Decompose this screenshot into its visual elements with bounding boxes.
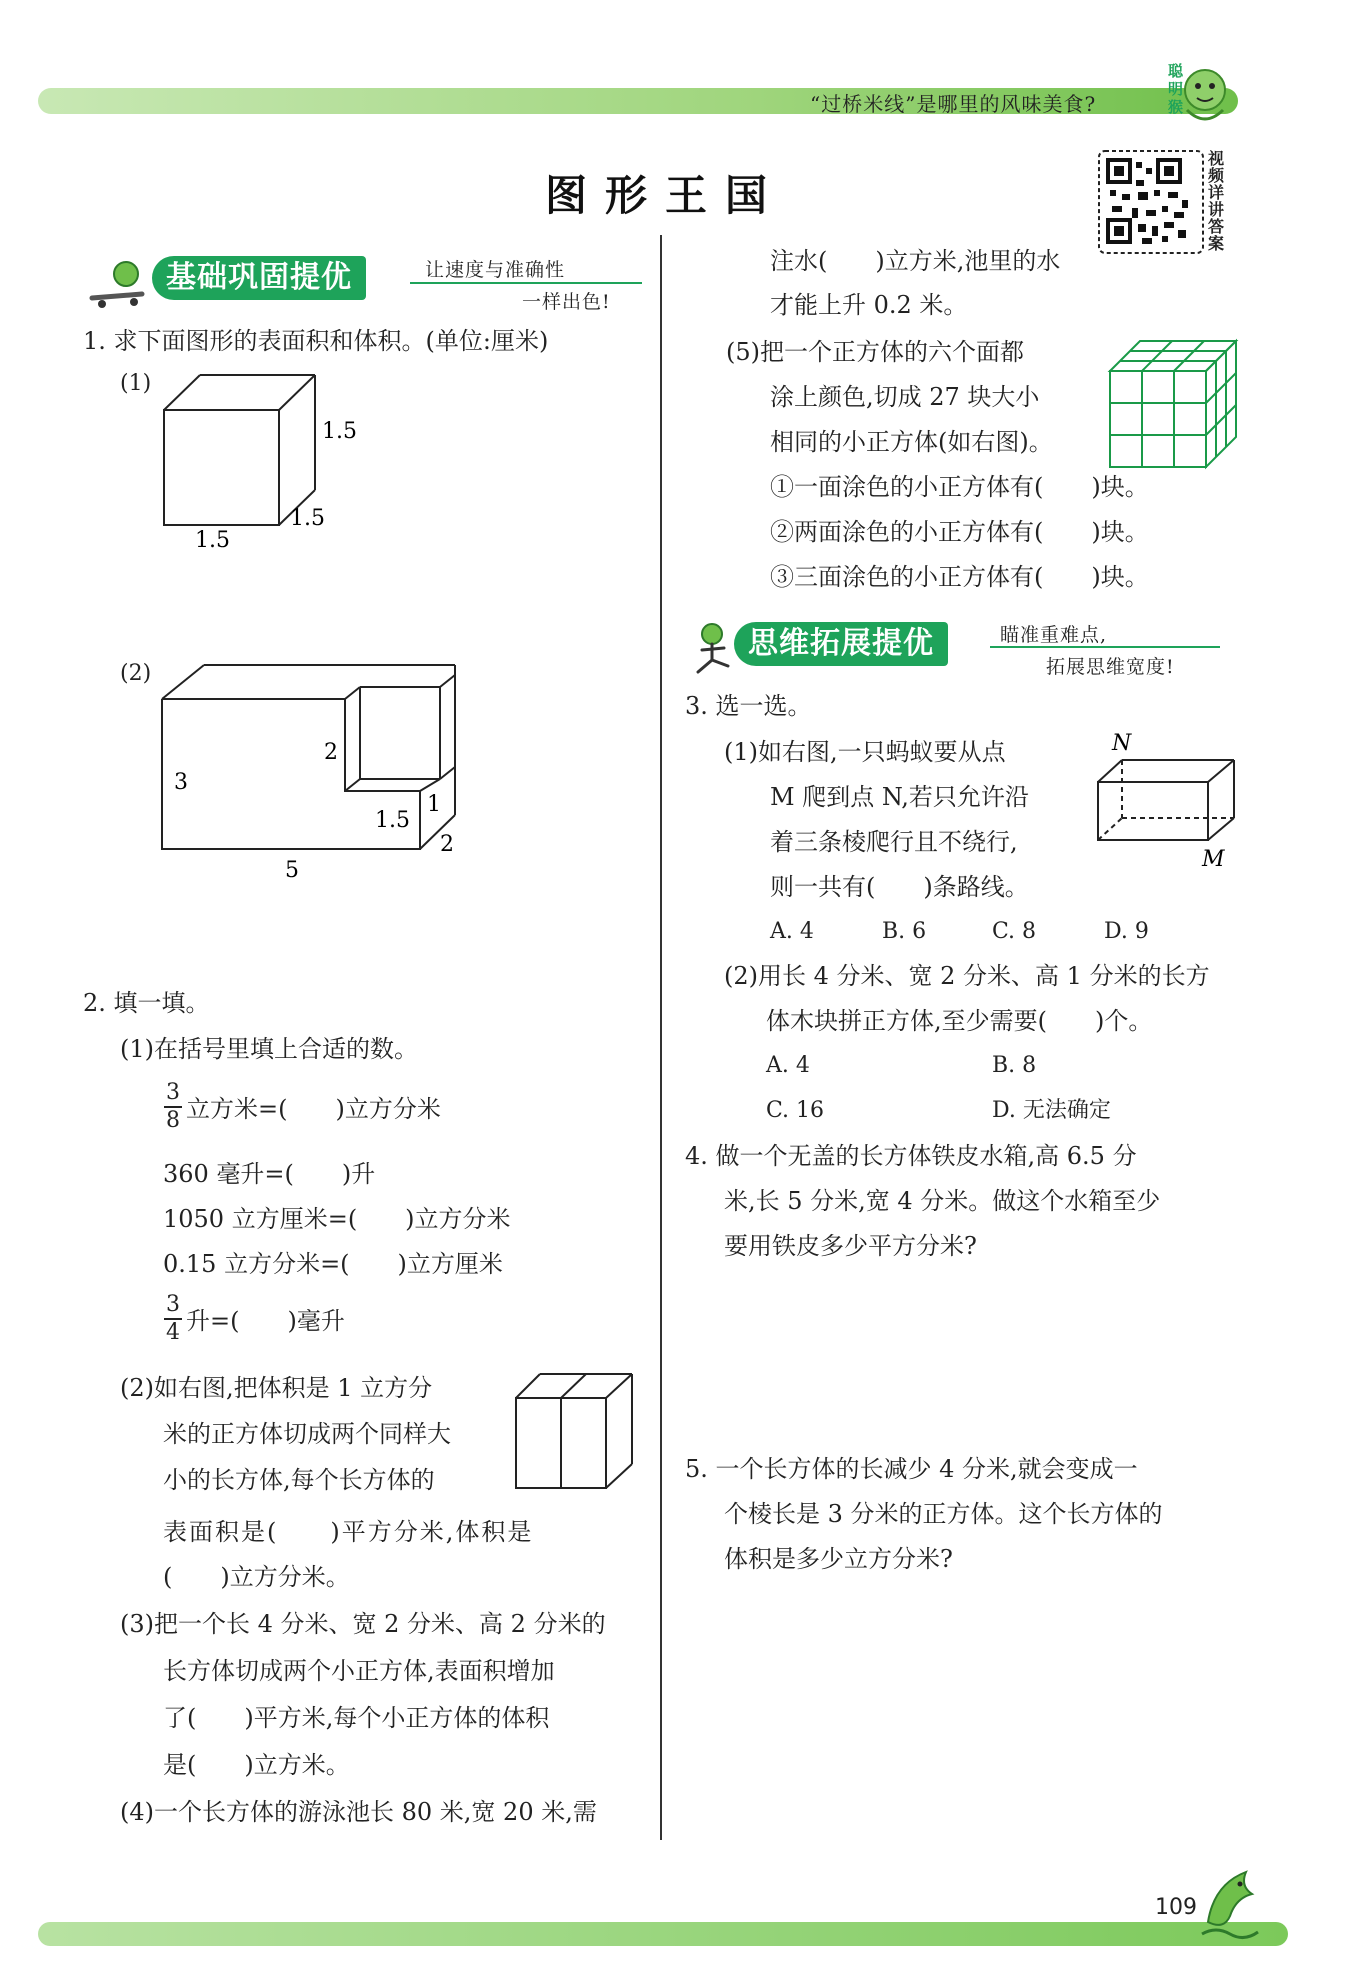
q2-stem: 2. 填一填。 bbox=[83, 989, 210, 1017]
q2-part3-line3: 了( )平方米,每个小正方体的体积 bbox=[163, 1704, 550, 1732]
q2-part5-c: ③三面涂色的小正方体有( )块。 bbox=[770, 563, 1149, 591]
q2-part3-line4: 是( )立方米。 bbox=[163, 1751, 350, 1779]
q2-part2-line4: 表面积是( )平方分米,体积是 bbox=[163, 1518, 534, 1546]
q3-part1-option-a[interactable]: A. 4 bbox=[770, 919, 814, 944]
qr-code-icon[interactable] bbox=[1098, 150, 1204, 258]
stepped-prism-figure bbox=[150, 655, 470, 885]
split-cube-figure bbox=[510, 1368, 640, 1494]
fraction-1-denominator: 8 bbox=[166, 1108, 180, 1133]
q3-part2-option-d[interactable]: D. 无法确定 bbox=[992, 1098, 1111, 1123]
q3-part1-line1: (1)如右图,一只蚂蚁要从点 bbox=[724, 738, 1006, 766]
q2-line2: 360 毫升=( )升 bbox=[163, 1160, 376, 1188]
q2-part4-line3: 才能上升 0.2 米。 bbox=[770, 291, 968, 319]
column-divider bbox=[660, 235, 662, 1840]
prism-height-label: 3 bbox=[174, 770, 188, 795]
q2-line1: 立方米=( )立方分米 bbox=[186, 1095, 441, 1123]
q3-part2-option-c[interactable]: C. 16 bbox=[766, 1098, 825, 1123]
q3-part2-option-a[interactable]: A. 4 bbox=[766, 1053, 810, 1078]
q2-part2-line1: (2)如右图,把体积是 1 立方分 bbox=[120, 1374, 433, 1402]
q2-part4-line2: 注水( )立方米,池里的水 bbox=[770, 247, 1061, 275]
mascot-kick-icon bbox=[688, 620, 738, 680]
q2-part2-line3: 小的长方体,每个长方体的 bbox=[163, 1466, 435, 1494]
step-width-label: 1.5 bbox=[375, 808, 410, 833]
section1-slogan-line1: 让速度与准确性 bbox=[425, 259, 566, 281]
q2-part4-line1: (4)一个长方体的游泳池长 80 米,宽 20 米,需 bbox=[120, 1798, 597, 1826]
q3-part1-line4: 则一共有( )条路线。 bbox=[770, 873, 1029, 901]
cube-length-label: 1.5 bbox=[195, 528, 230, 553]
ant-cuboid-figure bbox=[1090, 730, 1250, 880]
q5-line2: 个棱长是 3 分米的正方体。这个长方体的 bbox=[724, 1500, 1163, 1528]
section-banner-extension: 思维拓展提优 bbox=[734, 622, 948, 666]
step-depth-label: 1 bbox=[427, 792, 441, 817]
q3-part1-line3: 着三条棱爬行且不绕行, bbox=[770, 828, 1018, 856]
section-banner-basic: 基础巩固提优 bbox=[152, 256, 366, 300]
section2-slogan-line1: 瞄准重难点, bbox=[1000, 624, 1108, 646]
cube-height-label: 1.5 bbox=[322, 419, 357, 444]
point-n-label: N bbox=[1112, 731, 1132, 756]
mascot-label: 聪明猴 bbox=[1168, 62, 1184, 116]
rubik-cube-figure bbox=[1100, 333, 1245, 471]
mascot-skate-icon bbox=[82, 258, 152, 312]
cube-depth-label: 1.5 bbox=[290, 506, 325, 531]
section2-slogan-rule bbox=[990, 646, 1220, 648]
q2-part5-line1: (5)把一个正方体的六个面都 bbox=[726, 338, 1024, 366]
q1-part1-label: (1) bbox=[120, 371, 152, 396]
q3-part1-option-d[interactable]: D. 9 bbox=[1104, 919, 1149, 944]
section2-slogan-line2: 拓展思维宽度! bbox=[1046, 656, 1175, 678]
q1-part2-label: (2) bbox=[120, 661, 152, 686]
header-question: “过桥米线”是哪里的风味美食? bbox=[810, 92, 1097, 116]
q5-line1: 5. 一个长方体的长减少 4 分米,就会变成一 bbox=[685, 1455, 1138, 1483]
prism-length-label: 5 bbox=[285, 858, 299, 883]
point-m-label: M bbox=[1202, 847, 1225, 872]
cube-figure bbox=[150, 365, 360, 565]
q2-part1: (1)在括号里填上合适的数。 bbox=[120, 1035, 418, 1063]
section1-slogan-line2: 一样出色! bbox=[522, 291, 611, 313]
q3-part2-line2: 体木块拼正方体,至少需要( )个。 bbox=[766, 1007, 1153, 1035]
q4-line1: 4. 做一个无盖的长方体铁皮水箱,高 6.5 分 bbox=[685, 1142, 1137, 1170]
q2-part2-line2: 米的正方体切成两个同样大 bbox=[163, 1420, 451, 1448]
q2-line4: 0.15 立方分米=( )立方厘米 bbox=[163, 1250, 503, 1278]
section1-slogan-rule bbox=[410, 282, 642, 284]
q2-part5-line2: 涂上颜色,切成 27 块大小 bbox=[770, 383, 1040, 411]
step-height-label: 2 bbox=[324, 740, 338, 765]
q4-line3: 要用铁皮多少平方分米? bbox=[724, 1232, 977, 1260]
q3-part1-option-c[interactable]: C. 8 bbox=[992, 919, 1037, 944]
page-number: 109 bbox=[1155, 1895, 1197, 1920]
qr-label: 视频详讲答案 bbox=[1208, 149, 1225, 253]
q2-part5-b: ②两面涂色的小正方体有( )块。 bbox=[770, 518, 1149, 546]
q2-part5-a: ①一面涂色的小正方体有( )块。 bbox=[770, 473, 1149, 501]
q2-line3: 1050 立方厘米=( )立方分米 bbox=[163, 1205, 511, 1233]
q3-part2-line1: (2)用长 4 分米、宽 2 分米、高 1 分米的长方 bbox=[724, 962, 1210, 990]
q4-line2: 米,长 5 分米,宽 4 分米。做这个水箱至少 bbox=[724, 1187, 1161, 1215]
fraction-2-numerator: 3 bbox=[166, 1292, 180, 1317]
fraction-1-numerator: 3 bbox=[166, 1080, 180, 1105]
q3-part1-line2: M 爬到点 N,若只允许沿 bbox=[770, 783, 1029, 811]
q2-part5-line3: 相同的小正方体(如右图)。 bbox=[770, 428, 1053, 456]
q2-part3-line2: 长方体切成两个小正方体,表面积增加 bbox=[163, 1657, 555, 1685]
prism-width-label: 2 bbox=[440, 832, 454, 857]
q5-line3: 体积是多少立方分米? bbox=[724, 1545, 953, 1573]
q1-stem: 1. 求下面图形的表面积和体积。(单位:厘米) bbox=[83, 327, 549, 355]
q2-line5: 升=( )毫升 bbox=[186, 1307, 345, 1335]
page-title: 图形王国 bbox=[545, 171, 786, 220]
q3-part2-option-b[interactable]: B. 8 bbox=[992, 1053, 1037, 1078]
q3-part1-option-b[interactable]: B. 6 bbox=[882, 919, 927, 944]
q2-part2-line5: ( )立方分米。 bbox=[163, 1563, 350, 1591]
q2-part3-line1: (3)把一个长 4 分米、宽 2 分米、高 2 分米的 bbox=[120, 1610, 606, 1638]
q3-stem: 3. 选一选。 bbox=[685, 692, 812, 720]
fraction-2-denominator: 4 bbox=[166, 1320, 180, 1345]
footer-band bbox=[38, 1922, 1288, 1946]
dolphin-icon bbox=[1196, 1864, 1266, 1944]
